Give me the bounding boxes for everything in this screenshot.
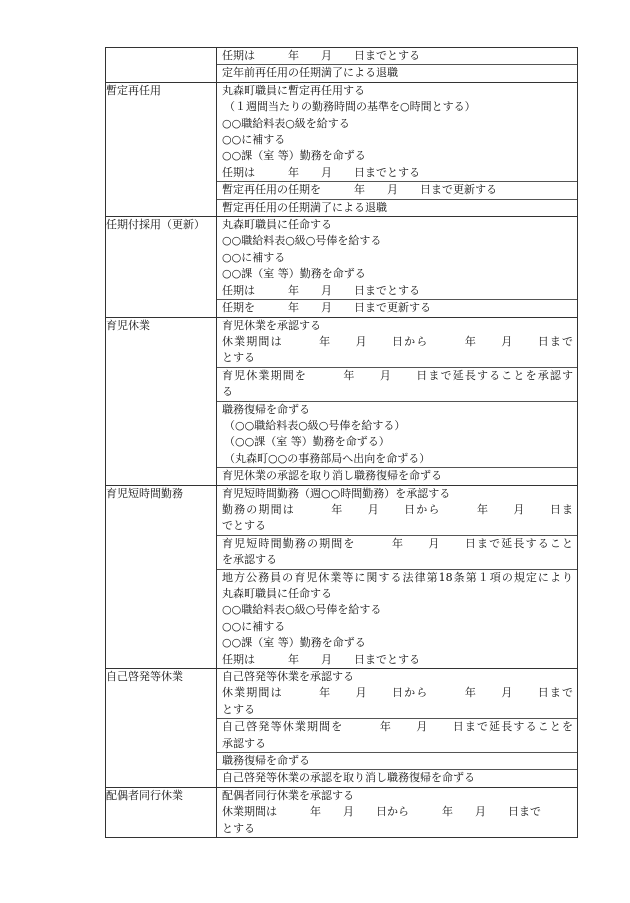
content-cell (217, 217, 578, 317)
table-row (106, 82, 578, 216)
content-cell (217, 485, 578, 668)
category-cell: 暫定再任用 (106, 82, 217, 216)
action-entry (217, 669, 577, 718)
entry-line: 職務復帰を命ずる (222, 754, 310, 768)
category-cell: 自己啓発等休業 (106, 669, 217, 788)
entry-line: でとする (222, 519, 266, 533)
entry-line: 暫定再任用の任期満了による退職 (222, 200, 387, 214)
entry-line: 育児短時間勤務の期間を 年 月 日まで延長すること (222, 536, 573, 550)
entry-line: 定年前再任用の任期満了による退職 (222, 66, 398, 80)
entry-line: 育児短時間勤務（週○○時間勤務）を承認する (222, 486, 451, 500)
action-entry (217, 367, 577, 401)
entry-line: 丸森町職員に暫定再任用する (222, 83, 365, 97)
action-entry (217, 569, 577, 668)
entry-line: （○○課（室 等）勤務を命ずる） (224, 435, 390, 449)
action-entry (217, 217, 577, 299)
table-row (106, 48, 578, 83)
entry-line: 職務復帰を命ずる (222, 402, 310, 416)
content-cell (217, 317, 578, 485)
entry-line: ○○に補する (222, 133, 286, 147)
entry-line: 暫定再任用の任期を 年 月 日まで更新する (222, 183, 497, 197)
category-cell: 配偶者同行休業 (106, 787, 217, 837)
action-entry (217, 48, 577, 64)
table-row (106, 217, 578, 317)
content-cell (217, 669, 578, 788)
entry-line: ○○課（室 等）勤務を命ずる (222, 149, 366, 163)
action-entry (217, 467, 577, 484)
action-entry (217, 199, 577, 216)
table-row (106, 485, 578, 668)
entry-line: 任期は 年 月 日までとする (222, 165, 420, 179)
entry-line: 休業期間は 年 月 日から 年 月 日まで (222, 334, 573, 348)
personnel-action-table (105, 47, 578, 838)
entry-line: 承認する (222, 736, 266, 750)
content-cell (217, 82, 578, 216)
entry-line: とする (222, 351, 255, 365)
entry-line: ○○課（室 等）勤務を命ずる (222, 267, 366, 281)
entry-line: 任期は 年 月 日までとする (222, 652, 420, 666)
entry-line: 育児休業期間を 年 月 日まで延長することを承認す (222, 368, 573, 382)
category-cell (106, 48, 217, 83)
table-body (106, 48, 578, 838)
entry-line: を承認する (222, 553, 277, 567)
action-entry (217, 718, 577, 752)
entry-line: ○○に補する (222, 619, 286, 633)
entry-line: 自己啓発等休業の承認を取り消し職務復帰を命ずる (222, 771, 475, 785)
content-cell (217, 787, 578, 837)
table-row (106, 317, 578, 485)
action-entry (217, 64, 577, 81)
entry-line: 育児休業の承認を取り消し職務復帰を命ずる (222, 469, 442, 483)
category-cell: 任期付採用（更新） (106, 217, 217, 317)
entry-line: 配偶者同行休業を承認する (222, 788, 354, 802)
action-entry (217, 486, 577, 535)
action-entry (217, 788, 577, 837)
entry-line: ○○職給料表○級を給する (222, 116, 350, 130)
action-entry (217, 181, 577, 198)
table-row (106, 669, 578, 788)
entry-line: ○○職給料表○級○号俸を給する (222, 234, 382, 248)
entry-line: 任期を 年 月 日まで更新する (222, 301, 431, 315)
entry-line: 任期は 年 月 日までとする (222, 283, 420, 297)
entry-line: ○○に補する (222, 250, 286, 264)
action-entry (217, 83, 577, 181)
entry-line: とする (222, 821, 255, 835)
entry-line: 休業期間は 年 月 日から 年 月 日まで (222, 686, 573, 700)
entry-line: 自己啓発等休業期間を 年 月 日まで延長することを (222, 720, 573, 734)
category-cell: 育児短時間勤務 (106, 485, 217, 668)
action-entry (217, 535, 577, 569)
entry-line: 休業期間は 年 月 日から 年 月 日まで (222, 805, 541, 819)
entry-line: （○○職給料表○級○号俸を給する） (224, 418, 406, 432)
entry-line: （１週間当たりの勤務時間の基準を○時間とする） (224, 100, 476, 114)
content-cell (217, 48, 578, 83)
entry-line: ○○課（室 等）勤務を命ずる (222, 636, 366, 650)
entry-line: 丸森町職員に任命する (222, 218, 332, 232)
category-cell: 育児休業 (106, 317, 217, 485)
table-row (106, 787, 578, 837)
action-entry (217, 401, 577, 468)
action-entry (217, 318, 577, 367)
entry-line: 勤務の期間は 年 月 日から 年 月 日ま (222, 502, 573, 516)
action-entry (217, 769, 577, 786)
action-entry (217, 299, 577, 316)
entry-line: （丸森町○○の事務部局へ出向を命ずる） (224, 451, 431, 465)
entry-line: る (222, 385, 233, 399)
entry-line: 任期は 年 月 日までとする (222, 49, 420, 62)
entry-line: ○○職給料表○級○号俸を給する (222, 603, 382, 617)
entry-line: とする (222, 702, 255, 716)
entry-line: 自己啓発等休業を承認する (222, 670, 354, 684)
entry-line: 丸森町職員に任命する (222, 587, 332, 600)
entry-line: 地方公務員の育児休業等に関する法律第18条第１項の規定により (222, 570, 573, 584)
entry-line: 育児休業を承認する (222, 318, 321, 332)
action-entry (217, 752, 577, 769)
